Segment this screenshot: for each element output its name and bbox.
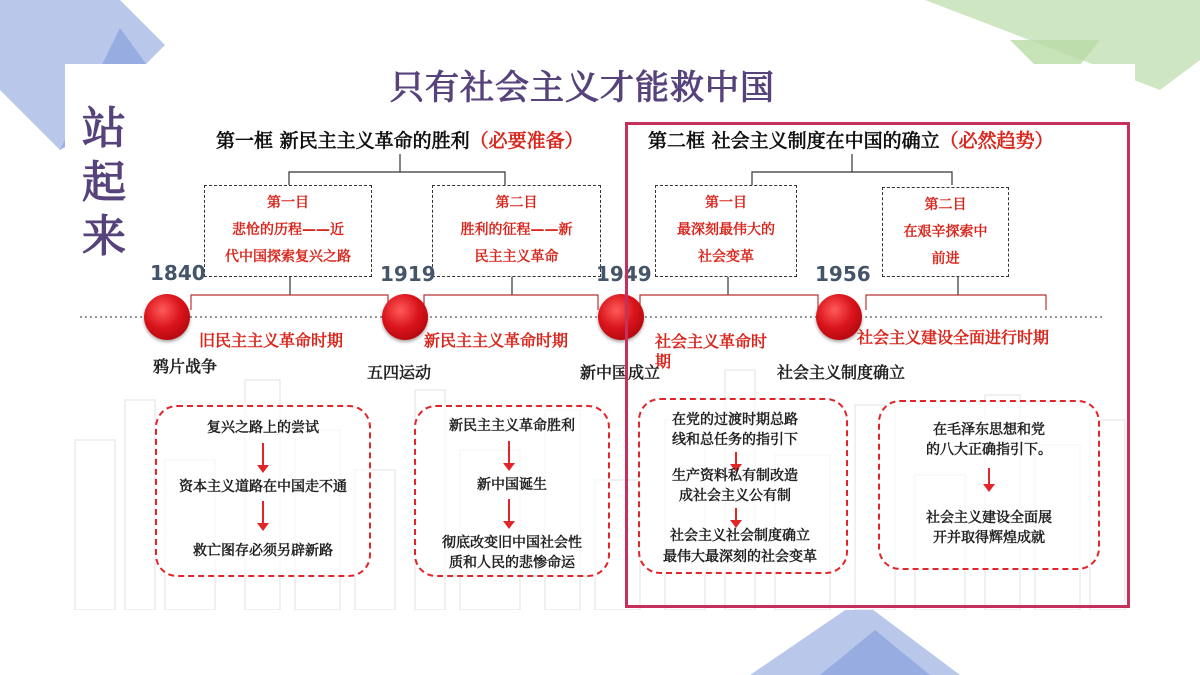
event-label: 新中国成立 <box>580 363 661 382</box>
summary-step: 社会主义建设全面展 <box>926 510 1052 526</box>
item-box-line: 代中国探索复兴之路 <box>225 249 351 265</box>
summary-step: 开并取得辉煌成就 <box>933 530 1045 546</box>
summary-step: 线和总任务的指引下 <box>672 432 798 448</box>
year-label: 1949 <box>596 262 652 286</box>
bracket-frame-1 <box>289 172 505 185</box>
item-box-line: 第二目 <box>495 195 538 211</box>
timeline-dot <box>144 294 190 340</box>
event-label: 社会主义制度确立 <box>777 363 906 382</box>
item-box-line: 第一目 <box>705 195 747 211</box>
summary-step: 生产资料私有制改造 <box>672 468 798 484</box>
down-arrow-icon <box>508 441 510 469</box>
summary-step: 在党的过渡时期总路 <box>672 412 798 428</box>
year-label: 1919 <box>380 262 436 286</box>
down-arrow-icon <box>262 443 264 471</box>
summary-step: 在毛泽东思想和党 <box>933 422 1045 438</box>
year-label: 1956 <box>815 262 871 286</box>
period-bracket-2 <box>424 295 598 310</box>
down-arrow-icon <box>508 499 510 527</box>
item-box-1 <box>204 185 372 277</box>
summary-box-2 <box>414 405 610 577</box>
side-title-char: 站 <box>82 103 126 154</box>
summary-step: 成社会主义公有制 <box>679 488 791 504</box>
period-label: 旧民主主义革命时期 <box>199 331 344 350</box>
item-box-line: 前进 <box>931 251 960 267</box>
frame-2-label: 第二框 社会主义制度在中国的确立 <box>648 130 940 152</box>
summary-step: 最伟大最深刻的社会变革 <box>663 549 817 565</box>
summary-step: 资本主义道路在中国走不通 <box>179 479 347 495</box>
period-label: 社会主义革命时 <box>655 332 768 351</box>
period-label-wrap: 期 <box>655 352 672 371</box>
item-box-line: 第一目 <box>267 195 309 211</box>
summary-step: 彻底改变旧中国社会性 <box>442 535 582 551</box>
year-label: 1840 <box>150 261 206 285</box>
summary-step: 新民主主义革命胜利 <box>449 418 575 434</box>
side-title-char: 来 <box>82 211 126 262</box>
period-label: 新民主主义革命时期 <box>424 331 569 350</box>
item-box-line: 胜利的征程——新 <box>460 222 573 238</box>
timeline-dot <box>382 294 428 340</box>
summary-step: 社会主义社会制度确立 <box>670 528 810 544</box>
summary-step: 复兴之路上的尝试 <box>207 420 319 436</box>
item-box-line: 在艰辛探索中 <box>903 224 988 240</box>
item-box-2 <box>432 185 601 277</box>
item-box-line: 悲怆的历程——近 <box>232 222 344 238</box>
summary-step: 质和人民的悲惨命运 <box>449 555 575 571</box>
item-box-line: 最深刻最伟大的 <box>677 222 775 238</box>
period-label: 社会主义建设全面进行时期 <box>857 328 1050 347</box>
down-arrow-icon <box>262 501 264 529</box>
highlight-frame <box>625 122 1130 608</box>
page-title: 只有社会主义才能救中国 <box>390 68 775 108</box>
summary-step: 救亡图存必须另辟新路 <box>193 543 333 559</box>
frame-1-note: （必要准备） <box>469 130 584 152</box>
summary-box-1 <box>155 405 371 577</box>
frame-1-label: 第一框 新民主主义革命的胜利 <box>216 130 470 152</box>
period-bracket-1 <box>191 295 388 310</box>
event-label: 五四运动 <box>367 363 432 382</box>
frame-2-note: （必然趋势） <box>939 130 1054 152</box>
item-box-line: 第二目 <box>924 197 967 213</box>
summary-step: 新中国诞生 <box>477 477 547 493</box>
side-title-char: 起 <box>82 157 126 208</box>
summary-step: 的八大正确指引下。 <box>926 442 1052 458</box>
item-box-line: 社会变革 <box>698 249 754 265</box>
event-label: 鸦片战争 <box>153 357 218 376</box>
item-box-line: 民主主义革命 <box>474 249 559 265</box>
